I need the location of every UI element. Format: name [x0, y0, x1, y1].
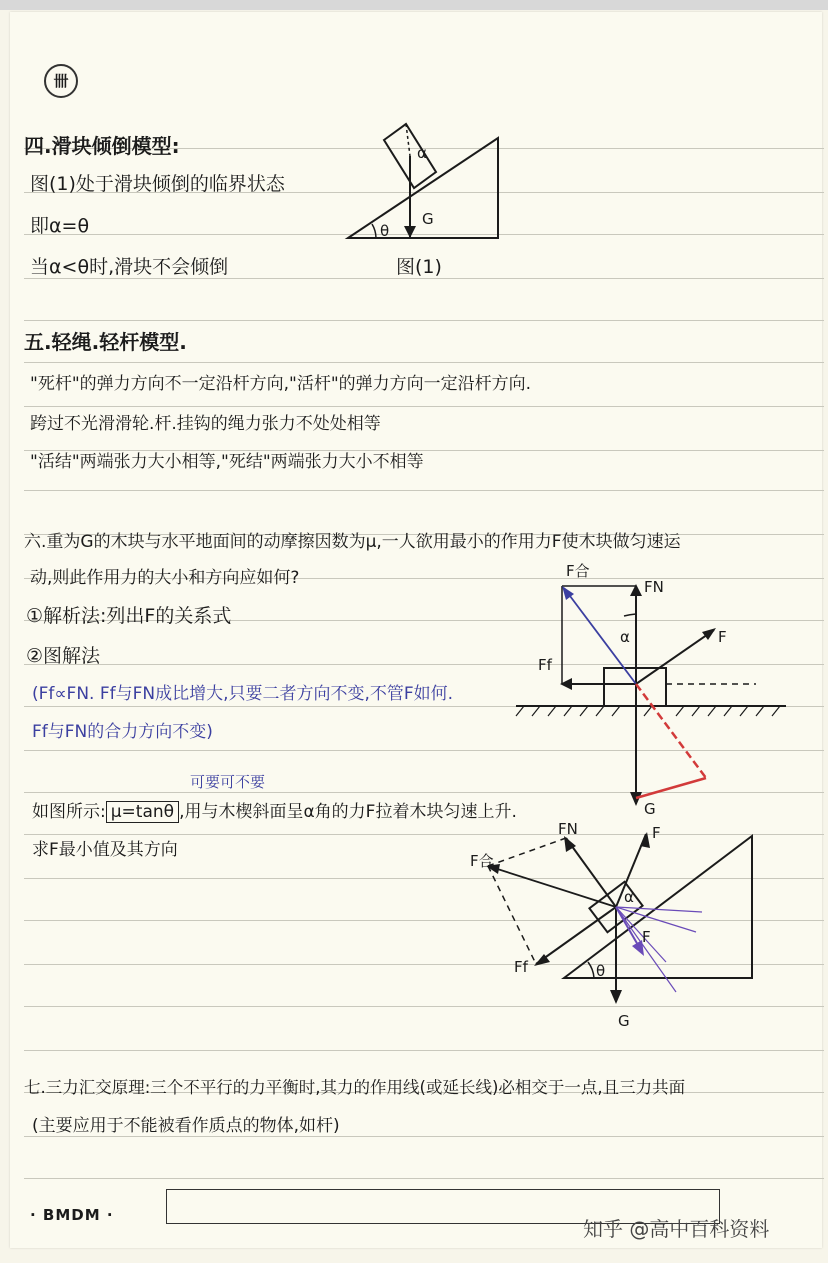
notebook-logo: 卌	[44, 64, 78, 98]
fig2-g-label: G	[644, 800, 656, 818]
fig1-theta-label: θ	[380, 222, 390, 240]
fig1-alpha-label: α	[417, 144, 427, 162]
sec6-method2: ②图解法	[26, 645, 101, 667]
figure-2-min-force	[516, 556, 796, 816]
sec5-line2: 跨过不光滑滑轮.杆.挂钩的绳力张力不处处相等	[30, 414, 381, 434]
top-bar	[0, 0, 828, 10]
fig2-alpha-label: α	[620, 628, 630, 646]
watermark: 知乎 @高中百科资料	[583, 1217, 770, 1241]
sec6-note-line1: (Ff∝FN. Ff与FN成比增大,只要二者方向不变,不管F如何.	[32, 684, 454, 704]
example-rest: ,用与木楔斜面呈α角的力F拉着木块匀速上升.	[179, 802, 517, 822]
fig3-theta-label: θ	[596, 962, 606, 980]
fig3-fhe-label: F合	[470, 852, 494, 870]
sec5-line3: "活结"两端张力大小相等,"死结"两端张力大小不相等	[30, 452, 424, 472]
example-annotation: 可要可不要	[190, 773, 266, 791]
sec6-title-line1: 六.重为G的木块与水平地面间的动摩擦因数为μ,一人欲用最小的作用力F使木块做匀速运	[24, 532, 681, 552]
example-prefix: 如图所示:	[32, 802, 106, 822]
fig1-caption: 图(1)	[396, 256, 442, 278]
fig2-fhe-label: F合	[566, 562, 590, 580]
sec4-line1: 图(1)处于滑块倾倒的临界状态	[30, 173, 285, 195]
fig2-f-label: F	[718, 628, 727, 646]
fig3-f-low-label: F	[642, 928, 651, 946]
fig3-fn-label: FN	[558, 820, 578, 838]
sec6-note-line2: Ff与FN的合力方向不变)	[32, 722, 213, 742]
footer-brand: · BMDM ·	[30, 1206, 114, 1224]
fig3-alpha-label: α	[624, 888, 634, 906]
example-formula: μ=tanθ	[106, 801, 179, 823]
example-question: 求F最小值及其方向	[32, 840, 178, 860]
sec4-line2: 即α=θ	[30, 215, 90, 237]
sec7-line2: (主要应用于不能被看作质点的物体,如杆)	[32, 1116, 340, 1136]
sec4-line3: 当α<θ时,滑块不会倾倒	[30, 256, 229, 278]
sec4-title: 四.滑块倾倒模型:	[24, 134, 180, 158]
fig3-f-up-label: F	[652, 824, 661, 842]
sec5-title: 五.轻绳.轻杆模型.	[24, 330, 187, 354]
sec7-line1: 七.三力汇交原理:三个不平行的力平衡时,其力的作用线(或延长线)必相交于一点,且三力共面	[24, 1078, 686, 1097]
figure-3-wedge	[466, 822, 766, 1032]
fig2-ff-label: Ff	[538, 656, 552, 674]
sec6-method1: ①解析法:列出F的关系式	[26, 605, 232, 627]
sec6-title-line2: 动,则此作用力的大小和方向应如何?	[30, 568, 300, 588]
fig3-g-label: G	[618, 1012, 630, 1030]
example-line	[32, 800, 517, 824]
fig2-fn-label: FN	[644, 578, 664, 596]
sec5-line1: "死杆"的弹力方向不一定沿杆方向,"活杆"的弹力方向一定沿杆方向.	[30, 374, 532, 394]
fig1-g-label: G	[422, 210, 434, 228]
fig3-ff-label: Ff	[514, 958, 528, 976]
